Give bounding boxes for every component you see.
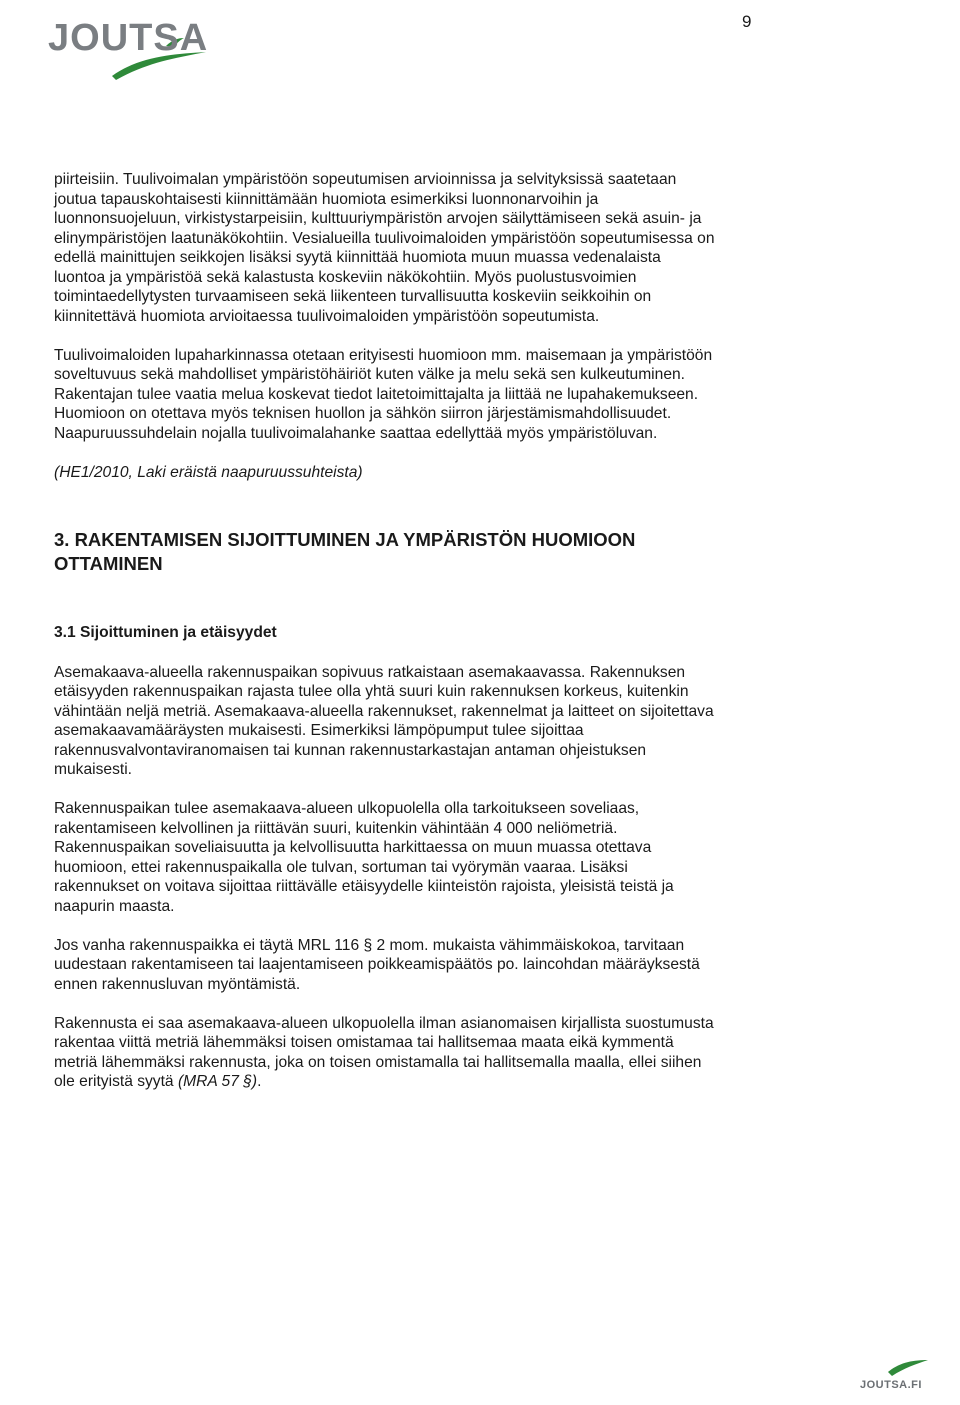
paragraph-distance-rule	[54, 1014, 716, 1092]
paragraph-wind-power-environment: piirteisiin. Tuulivoimalan ympäristöön sopeutumisen arvioinnissa ja selvityksissä saatetaan joutua tapauskohtaisesti kiinnittämään huomiota esimerkiksi luonnonarvoihin ja luonnonsuojeluun, virkistystarpeisiin, kulttuuriympäristön arvojen säilyttämiseen sekä asuin- ja elinympäristöjen laatunäkökohtiin. Vesialueilla tuulivoimaloiden ympäristöön sopeutumisessa on edellä mainittujen seikkojen lisäksi syytä kiinnittää huomiota muun muassa vedenalaista luontoa ja ympäristöä sekä kalastusta koskeviin näkökohtiin. Myös puolustusvoimien toimintaedellytysten turvaamiseen sekä liikenteen turvallisuutta koskeviin seikkoihin on kiinnitettävä huomiota arvioitaessa tuulivoimaloiden ympäristöön sopeutumista.	[54, 171, 715, 325]
footer-logo-text: JOUTSA.FI	[860, 1379, 922, 1391]
paragraph-outside-zoning: Rakennuspaikan tulee asemakaava-alueen ulkopuolella olla tarkoitukseen soveliaas, rakentamiseen kelvollinen ja riittävän suuri, kuitenkin vähintään 4 000 neliömetriä. Rakennuspaikan soveliaisuutta ja kelvollisuutta harkittaessa on muun muassa otettava huomioon, ettei rakennuspaikalla ole tulvan, sortuman tai vyörymän vaaraa. Lisäksi rakennukset on voitava sijoittaa riittävälle etäisyydelle kiinteistön rajoista, yleisistä teistä ja naapurin maasta.	[54, 800, 674, 915]
joutsa-logo	[44, 12, 244, 82]
paragraph-permit-consideration: Tuulivoimaloiden lupaharkinnassa otetaan erityisesti huomioon mm. maisemaan ja ympäristöön soveltuvuus sekä mahdolliset ympäristöhäiriöt kuten välke ja melu sekä sen kulkeutuminen. Rakentajan tulee vaatia melua koskevat tiedot laitetoimittajalta ja liittää ne lupahakemukseen. Huomioon on otettava myös teknisen huollon ja sähkön siirron järjestämismahdollisuudet. Naapuruussuhdelain nojalla tuulivoimalahanke saattaa edellyttää myös ympäristöluvan.	[54, 346, 713, 442]
paragraph-legal-reference: (HE1/2010, Laki eräistä naapuruussuhteista)	[54, 463, 363, 481]
subsection-heading: 3.1 Sijoittuminen ja etäisyydet	[54, 624, 277, 641]
distance-rule-end: .	[257, 1073, 262, 1090]
paragraph-old-building-site: Jos vanha rakennuspaikka ei täytä MRL 116 § 2 mom. mukaista vähimmäiskokoa, tarvitaan uudestaan rakentamiseen tai laajentamiseen poikkeamispäätös po. laincohdan määräyksestä ennen rakennusluvan myöntämistä.	[54, 936, 700, 993]
logo-text: JOUTSA	[48, 17, 209, 59]
distance-rule-text: Rakennusta ei saa asemakaava-alueen ulkopuolella ilman asianomaisen kirjallista suostumusta rakentaa viittä metriä lähemmäksi toisen omistamaa tai hallitsemaa maata eikä kymmentä metriä lähemmäksi rakennusta, joka on toisen omistamalla tai hallitsemalla maalla, ellei siihen ole erityistä syytä	[54, 1014, 714, 1090]
footer-swoosh-icon	[888, 1360, 928, 1376]
paragraph-zoning-area: Asemakaava-alueella rakennuspaikan sopivuus ratkaistaan asemakaavassa. Rakennuksen etäisyyden rakennuspaikan rajasta tulee olla yhtä suuri kuin rakennuksen korkeus, kuitenkin vähintään neljä metriä. Asemakaava-alueella rakennukset, rakennelmat ja laitteet on sijoitettava asemakaavamääräysten mukaisesti. Esimerkiksi lämpöpumput tulee sijoittaa rakennusvalvontaviranomaisen tai kunnan rakennustarkastajan antaman ohjeistuksen mukaisesti.	[54, 663, 714, 778]
footer-logo	[858, 1358, 952, 1394]
distance-rule-reference: (MRA 57 §)	[177, 1073, 258, 1090]
document-body	[54, 170, 716, 1092]
section-heading: 3. RAKENTAMISEN SIJOITTUMINEN JA YMPÄRISTÖN HUOMIOON OTTAMINEN	[54, 529, 636, 574]
page-number: 9	[742, 12, 752, 31]
